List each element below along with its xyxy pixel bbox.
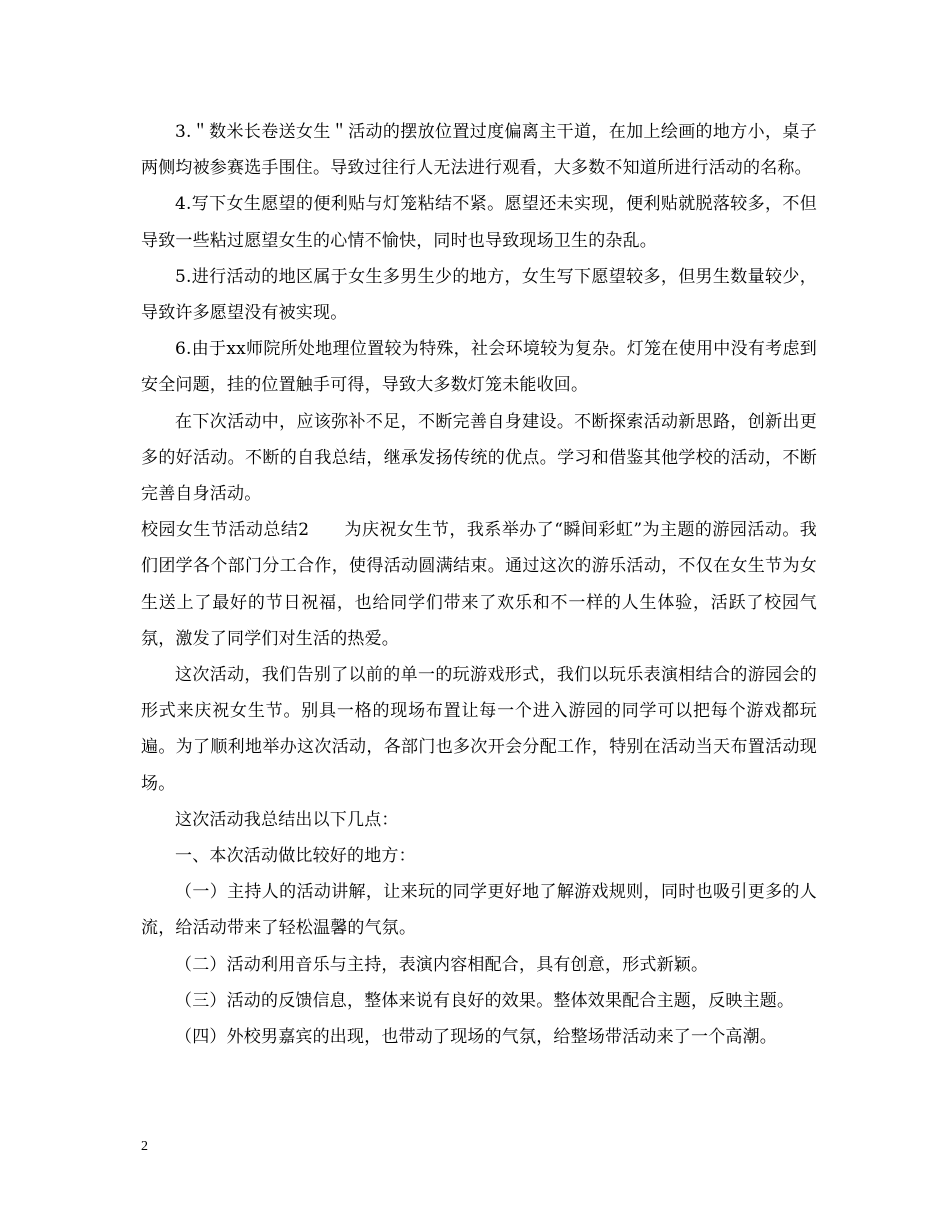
paragraph-next-activity: 在下次活动中，应该弥补不足，不断完善自身建设。不断探索活动新思路，创新出更多的好活动。不断的自我总结，继承发扬传统的优点。学习和借鉴其他学校的活动，不断完善自身活动。	[141, 411, 817, 505]
section-heading-good-points: 一、本次活动做比较好的地方：	[175, 846, 416, 867]
good-point-1: （一）主持人的活动讲解，让来玩的同学更好地了解游戏规则，同时也吸引更多的人流，给活动带来了轻松温馨的气氛。	[141, 882, 817, 939]
paragraph-item-5: 5.进行活动的地区属于女生多男生少的地方，女生写下愿望较多，但男生数量较少，导致许多愿望没有被实现。	[141, 266, 817, 324]
document-page	[141, 114, 817, 1055]
good-point-3: （三）活动的反馈信息，整体来说有良好的效果。整体效果配合主题，反映主题。	[175, 990, 795, 1011]
paragraph-item-4: 4.写下女生愿望的便利贴与灯笼粘结不紧。愿望还未实现，便利贴就脱落较多，不但导致一些粘过愿望女生的心情不愉快，同时也导致现场卫生的杂乱。	[141, 194, 817, 251]
paragraph-summary-2: 校园女生节活动总结2 为庆祝女生节，我系举办了“瞬间彩虹”为主题的游园活动。我们团学各个部门分工合作，使得活动圆满结束。通过这次的游乐活动，不仅在女生节为女生送上了最好的节日祝福，也给同学们带来了欢乐和不一样的人生体验，活跃了校园气氛，激发了同学们对生活的热爱。	[141, 520, 817, 649]
paragraph-item-3: 3.＂数米长卷送女生＂活动的摆放位置过度偏离主干道，在加上绘画的地方小，桌子两侧均被参赛选手围住。导致过往行人无法进行观看，大多数不知道所进行活动的名称。	[141, 122, 817, 179]
paragraph-item-6: 6.由于xx师院所处地理位置较为特殊，社会环境较为复杂。灯笼在使用中没有考虑到安全问题，挂的位置触手可得，导致大多数灯笼未能收回。	[141, 339, 817, 396]
page-number: 2	[141, 1139, 148, 1154]
paragraph-summary-points: 这次活动我总结出以下几点：	[175, 809, 399, 830]
paragraph-activity-form: 这次活动，我们告别了以前的单一的玩游戏形式，我们以玩乐表演相结合的游园会的形式来庆祝女生节。别具一格的现场布置让每一个进入游园的同学可以把每个游戏都玩遍。为了顺利地举办这次活动，各部门也多次开会分配工作，特别在活动当天布置活动现场。	[141, 665, 817, 794]
good-point-2: （二）活动利用音乐与主持，表演内容相配合，具有创意，形式新颖。	[175, 954, 709, 975]
good-point-4: （四）外校男嘉宾的出现，也带动了现场的气氛，给整场带活动来了一个高潮。	[175, 1027, 777, 1048]
